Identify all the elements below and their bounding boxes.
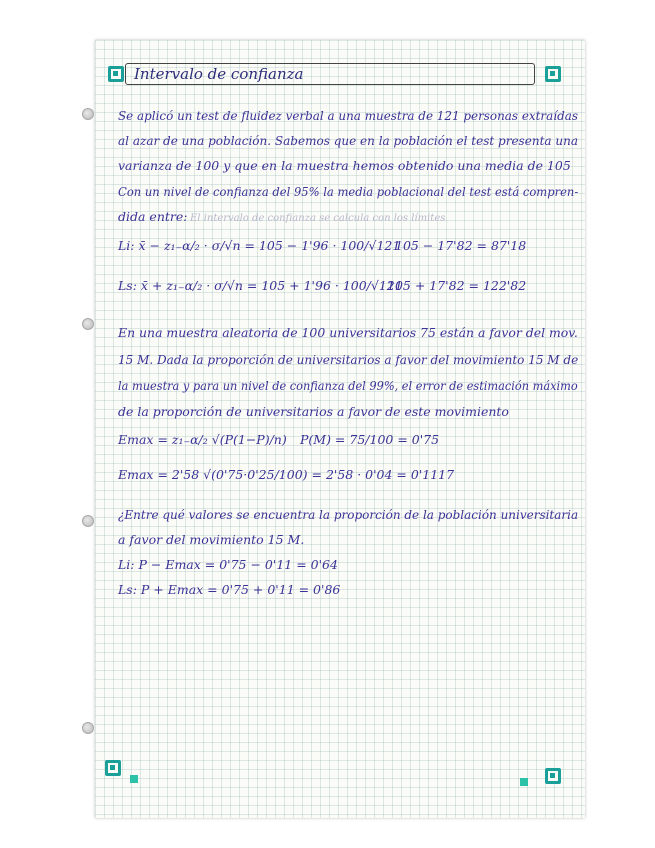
p-value: P(M) = 75/100 = 0'75 bbox=[300, 432, 440, 447]
question-line: ¿Entre qué valores se encuentra la proporción de la población universitaria bbox=[118, 507, 579, 522]
binder-hole bbox=[82, 318, 94, 330]
page-title: Intervalo de confianza bbox=[134, 65, 304, 83]
binder-hole bbox=[82, 722, 94, 734]
emax-calc: Emax = 2'58 √(0'75·0'25/100) = 2'58 · 0'04 = 0'1117 bbox=[118, 467, 455, 482]
binder-hole bbox=[82, 515, 94, 527]
notebook-logo-icon bbox=[545, 768, 561, 784]
li-result: 105 − 17'82 = 87'18 bbox=[395, 238, 527, 253]
binder-hole bbox=[82, 108, 94, 120]
problem1-line: Se aplicó un test de fluidez verbal a una muestra de 121 personas extraídas bbox=[118, 108, 578, 123]
problem2-line: 15 M. Dada la proporción de universitarios a favor del movimiento 15 M de bbox=[118, 352, 579, 367]
notebook-page bbox=[95, 40, 585, 818]
li-proportion: Li: P − Emax = 0'75 − 0'11 = 0'64 bbox=[118, 557, 338, 572]
li-formula: Li: x̄ − z₁₋α/₂ · σ/√n = 105 − 1'96 · 100/√121 bbox=[118, 238, 401, 253]
problem1-line: dida entre: bbox=[118, 209, 188, 224]
problem1-line: al azar de una población. Sabemos que en la población el test presenta una bbox=[118, 133, 579, 148]
notebook-logo-icon bbox=[105, 760, 121, 776]
problem1-line: varianza de 100 y que en la muestra hemos obtenido una media de 105 bbox=[118, 158, 571, 173]
notebook-logo-icon bbox=[108, 66, 124, 82]
notebook-logo-icon bbox=[545, 66, 561, 82]
faint-note: El intervalo de confianza se calcula con los límites bbox=[190, 213, 446, 224]
teal-square-mark bbox=[520, 778, 528, 786]
emax-formula: Emax = z₁₋α/₂ √(P(1−P)/n) bbox=[118, 432, 287, 447]
problem2-line: la muestra y para un nivel de confianza del 99%, el error de estimación máximo bbox=[118, 378, 578, 393]
question-line: a favor del movimiento 15 M. bbox=[118, 532, 305, 547]
problem1-line: Con un nivel de confianza del 95% la media poblacional del test está compren- bbox=[118, 184, 579, 199]
ls-formula: Ls: x̄ + z₁₋α/₂ · σ/√n = 105 + 1'96 · 100/√121 bbox=[118, 278, 403, 293]
ls-proportion: Ls: P + Emax = 0'75 + 0'11 = 0'86 bbox=[118, 582, 341, 597]
ls-result: 105 + 17'82 = 122'82 bbox=[387, 278, 527, 293]
problem2-line: En una muestra aleatoria de 100 universitarios 75 están a favor del mov. bbox=[118, 325, 578, 340]
teal-square-mark bbox=[130, 775, 138, 783]
problem2-line: de la proporción de universitarios a favor de este movimiento bbox=[118, 404, 509, 419]
